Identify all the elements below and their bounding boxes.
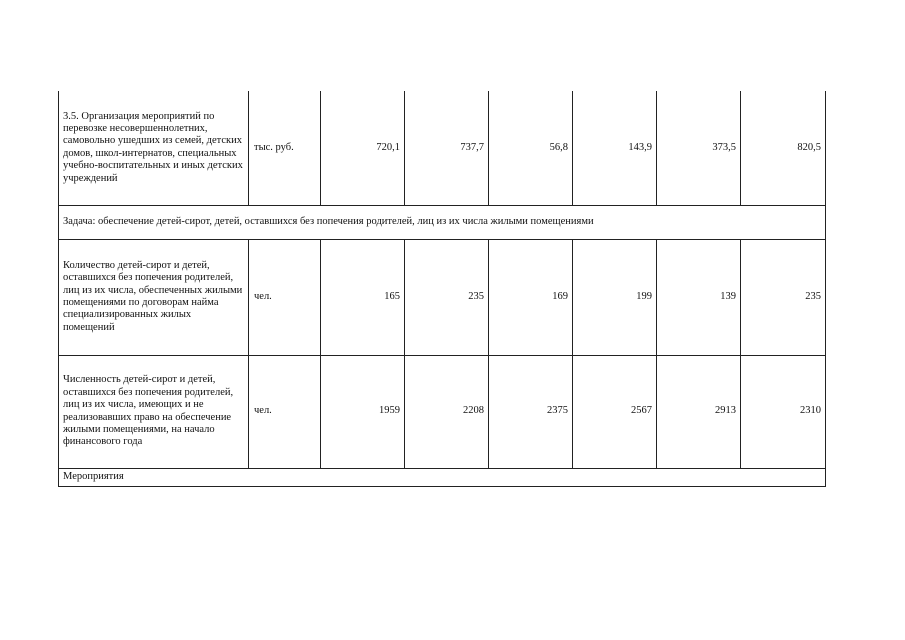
table-row [59, 355, 826, 468]
value-cell: 169 [489, 239, 573, 355]
task-heading-cell: Задача: обеспечение детей-сирот, детей, оставшихся без попечения родителей, лиц из их числа жилыми помещениями [59, 205, 826, 239]
value-cell: 737,7 [405, 91, 489, 205]
table-row [59, 205, 826, 239]
unit-cell: тыс. руб. [249, 91, 321, 205]
row-name-cell: 3.5. Организация мероприятий по перевозке несовершеннолетних, самовольно ушедших из семей, детских домов, школ-интернатов, специальных учебно-воспитательных и иных детских учреждений [59, 91, 249, 205]
value-cell: 199 [573, 239, 657, 355]
value-cell: 235 [405, 239, 489, 355]
indicators-table [58, 91, 826, 487]
value-cell: 56,8 [489, 91, 573, 205]
value-cell: 143,9 [573, 91, 657, 205]
value-cell: 2913 [657, 355, 741, 468]
row-name-cell: Количество детей-сирот и детей, оставшихся без попечения родителей, лиц из их числа, обеспеченных жилыми помещениями по договорам найма специализированных жилых помещений [59, 239, 249, 355]
value-cell: 720,1 [321, 91, 405, 205]
table-row [59, 239, 826, 355]
unit-cell: чел. [249, 355, 321, 468]
value-cell: 165 [321, 239, 405, 355]
value-cell: 1959 [321, 355, 405, 468]
table-row [59, 468, 826, 486]
value-cell: 2375 [489, 355, 573, 468]
table-row [59, 91, 826, 205]
value-cell: 235 [741, 239, 826, 355]
value-cell: 2567 [573, 355, 657, 468]
value-cell: 2208 [405, 355, 489, 468]
row-name-cell: Численность детей-сирот и детей, оставшихся без попечения родителей, лиц из их числа, имеющих и не реализовавших право на обеспечение жилыми помещениями, на начало финансового года [59, 355, 249, 468]
unit-cell: чел. [249, 239, 321, 355]
value-cell: 373,5 [657, 91, 741, 205]
value-cell: 139 [657, 239, 741, 355]
value-cell: 820,5 [741, 91, 826, 205]
section-heading-cell: Мероприятия [59, 468, 826, 486]
value-cell: 2310 [741, 355, 826, 468]
